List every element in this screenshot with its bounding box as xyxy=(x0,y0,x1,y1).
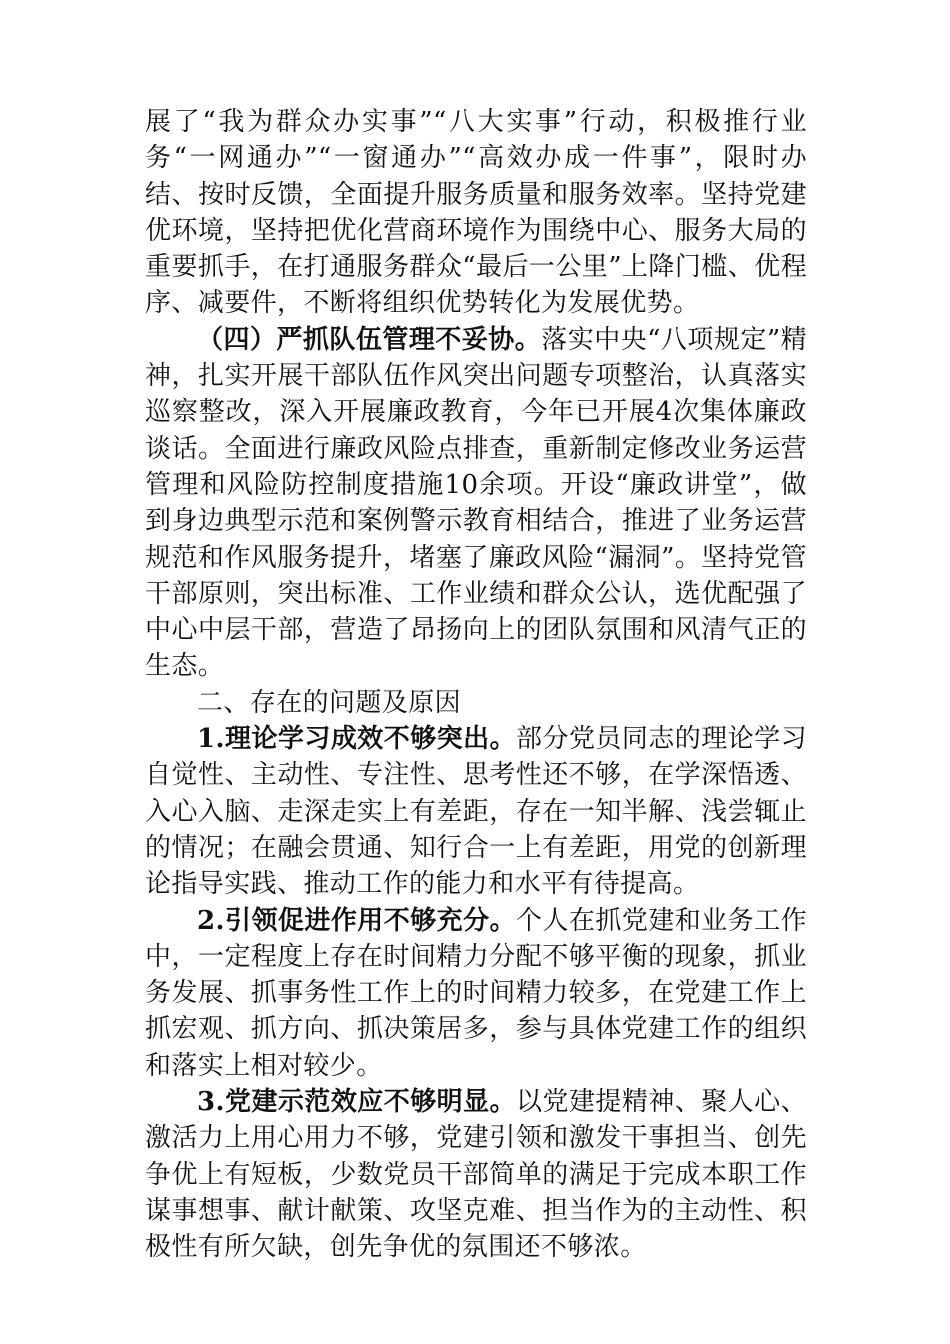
problem-item-lead: 2.引领促进作用不够充分。 xyxy=(197,905,517,936)
problem-item-2 xyxy=(145,903,807,1084)
problem-item-lead: 3.党建示范效应不够明显。 xyxy=(197,1087,517,1118)
problem-item-body: 部分党员同志的理论学习自觉性、主动性、专注性、思考性还不够，在学深悟透、入心入脑、走深走实上有差距，存在一知半解、浅尝辄止的情况；在融会贯通、知行合一上有差距，用党的创新理论指导实践、推动工作的能力和水平有待提高。 xyxy=(145,724,807,900)
paragraph-body: 落实中央“八项规定”精神，扎实开展干部队伍作风突出问题专项整治，认真落实巡察整改，深入开展廉政教育，今年已开展4次集体廉政谈话。全面进行廉政风险点排查，重新制定修改业务运营管理和风险防控制度措施10余项。开设“廉政讲堂”，做到身边典型示范和案例警示教育相结合，推进了业务运营规范和作风服务提升，堵塞了廉政风险“漏洞”。坚持党管干部原则，突出标准、工作业绩和群众公认，选优配强了中心中层干部，营造了昂扬向上的团队氛围和风清气正的生态。 xyxy=(145,324,808,682)
section-heading: 二、存在的问题及原因 xyxy=(197,687,462,718)
problem-item-body: 以党建提精神、聚人心、激活力上用心用力不够，党建引领和激发干事担当、创先争优上有短板，少数党员干部简单的满足于完成本职工作谋事想事、献计献策、攻坚克难、担当作为的主动性、积极性有所欠缺，创先争优的氛围还不够浓。 xyxy=(145,1087,807,1263)
problem-item-1 xyxy=(145,721,807,902)
document-page xyxy=(145,104,807,1266)
problem-item-lead: 1.理论学习成效不够突出。 xyxy=(197,724,517,755)
paragraph-team-management xyxy=(145,322,807,685)
problem-item-body: 个人在抓党建和业务工作中，一定程度上存在时间精力分配不够平衡的现象，抓业务发展、抓事务性工作上的时间精力较多，在党建工作上抓宏观、抓方向、抓决策居多，参与具体党建工作的组织和落实上相对较少。 xyxy=(145,905,807,1081)
paragraph-continuation: 展了“我为群众办实事”“八大实事”行动，积极推行业务“一网通办”“一窗通办”“高效办成一件事”，限时办结、按时反馈，全面提升服务质量和服务效率。坚持党建优环境，坚持把优化营商环境作为围绕中心、服务大局的重要抓手，在打通服务群众“最后一公里”上降门槛、优程序、减要件，不断将组织优势转化为发展优势。 xyxy=(145,107,807,319)
problem-item-3 xyxy=(145,1084,807,1265)
paragraph-lead-heading: （四）严抓队伍管理不妥协。 xyxy=(197,324,542,355)
